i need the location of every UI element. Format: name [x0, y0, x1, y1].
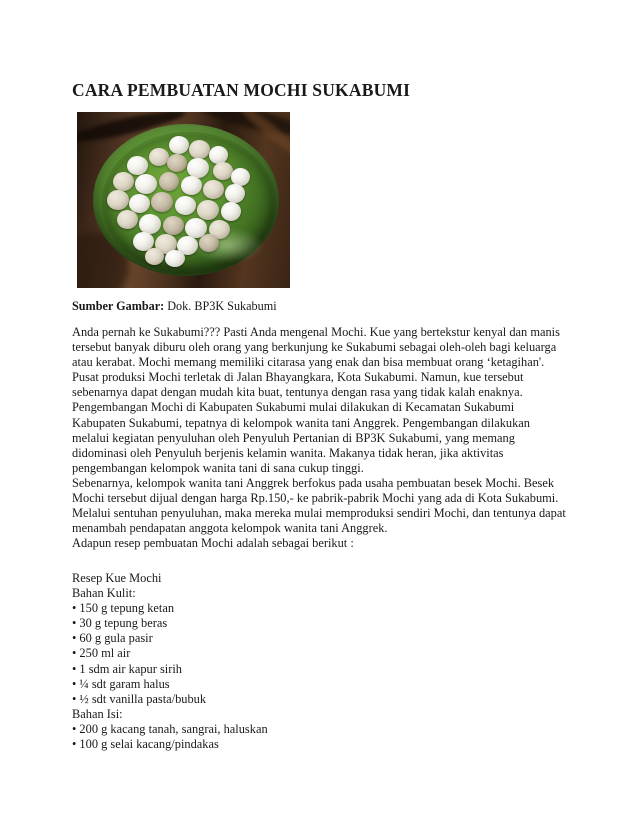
recipe-block: [72, 571, 492, 752]
recipe-section-skin-label: Bahan Kulit:: [72, 586, 136, 601]
figure-caption-label: Sumber Gambar:: [72, 299, 165, 313]
page-title: CARA PEMBUATAN MOCHI SUKABUMI: [72, 79, 411, 100]
mochi-photo: [77, 112, 290, 288]
ingredient-item: • 100 g selai kacang/pindakas: [72, 737, 219, 752]
recipe-section-filling-label: Bahan Isi:: [72, 706, 123, 721]
photo-image: [77, 112, 290, 288]
ingredient-item: • 200 g kacang tanah, sangrai, haluskan: [72, 721, 268, 736]
ingredient-item: • ¼ sdt garam halus: [72, 676, 170, 691]
figure-caption: [72, 299, 277, 314]
article-body: [72, 325, 568, 551]
mochi-cluster: [77, 112, 290, 288]
ingredient-item: • 250 ml air: [72, 646, 131, 661]
paragraph: Sebenarnya, kelompok wanita tani Anggrek berfokus pada usaha pembuatan besek Mochi. Besek Mochi tersebut dijual dengan harga Rp.150,- ke pabrik-pabrik Mochi yang ada di Kota Sukabumi. Melalui sentuhan penyuluhan, maka mereka mulai memproduksi sendiri Mochi, dan tentunya dapat menambah pendapatan anggota kelompok wanita tani Anggrek.: [72, 475, 566, 536]
ingredient-item: • 30 g tepung beras: [72, 616, 168, 631]
ingredient-item: • 60 g gula pasir: [72, 631, 153, 646]
ingredient-item: • ½ sdt vanilla pasta/bubuk: [72, 691, 207, 706]
paragraph: Anda pernah ke Sukabumi??? Pasti Anda mengenal Mochi. Kue yang bertekstur kenyal dan manis tersebut banyak diburu oleh orang yang berkunjung ke Sukabumi sebagai oleh-oleh bagi keluarga atau kerabat. Mochi memang memiliki citarasa yang enak dan bisa membuat orang ‘ketagihan'. Pusat produksi Mochi terletak di Jalan Bhayangkara, Kota Sukabumi. Namun, kue tersebut sebenarnya dapat dengan mudah kita buat, tentunya dengan rasa yang tidak kalah enaknya.: [72, 325, 560, 400]
ingredient-item: • 150 g tepung ketan: [72, 601, 175, 616]
paragraph: Adapun resep pembuatan Mochi adalah sebagai berikut :: [72, 536, 354, 551]
figure-caption-value: Dok. BP3K Sukabumi: [164, 299, 277, 313]
recipe-heading: Resep Kue Mochi: [72, 571, 162, 585]
ingredient-item: • 1 sdm air kapur sirih: [72, 661, 182, 676]
paragraph: Pengembangan Mochi di Kabupaten Sukabumi mulai dilakukan di Kecamatan Sukabumi Kabupaten Sukabumi, tepatnya di kelompok wanita tani Anggrek. Pengembangan dilakukan melalui kegiatan penyuluhan oleh Penyuluh Pertanian di BP3K Sukabumi, yang memang didominasi oleh Penyuluh berjenis kelamin wanita. Makanya tidak heran, jika aktivitas pengembangan kelompok wanita tani di sana cukup tinggi.: [72, 400, 530, 475]
